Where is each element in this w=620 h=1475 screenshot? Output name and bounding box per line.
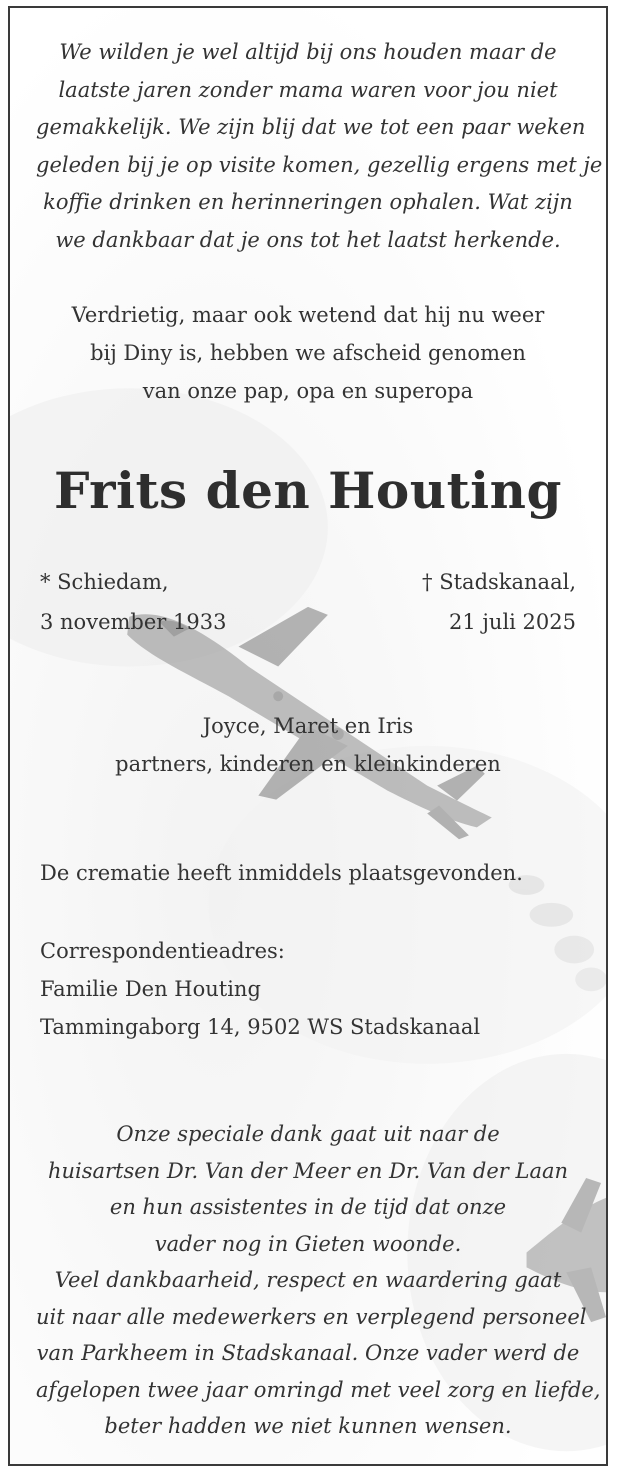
poem-line: gemakkelijk. We zijn blij dat we tot een paar weken (36, 115, 586, 139)
poem-line: We wilden je wel altijd bij ons houden maar de (59, 40, 557, 64)
poem-line: we dankbaar dat je ons tot het laatst herkende. (55, 227, 561, 252)
cremation-text: De crematie heeft inmiddels plaatsgevonden. (40, 861, 523, 885)
thanks-line: huisartsen Dr. Van der Meer en Dr. Van der Laan (47, 1158, 569, 1183)
family-names: Joyce, Maret en Iris (202, 714, 414, 738)
intro-line: bij Diny is, hebben we afscheid genomen (90, 341, 526, 365)
poem-line: geleden bij je op visite komen, gezellig ergens met je (36, 152, 603, 177)
thanks-line: vader nog in Gieten woonde. (154, 1231, 462, 1256)
thanks-line: en hun assistentes in de tijd dat onze (109, 1195, 507, 1219)
deceased-name: Frits den Houting (54, 461, 562, 520)
poem-block (36, 34, 603, 259)
thanks-line: van Parkheem in Stadskanaal. Onze vader werd de (36, 1341, 580, 1365)
intro-line: van onze pap, opa en superopa (142, 379, 474, 403)
death-date: 21 juli 2025 (449, 610, 576, 634)
death-info (422, 562, 576, 642)
birth-info (40, 562, 226, 642)
family-block (36, 707, 580, 783)
obituary-card (8, 6, 608, 1466)
address-name: Familie Den Houting (40, 977, 261, 1001)
obituary-content (10, 8, 606, 1464)
address-block (40, 932, 580, 1046)
intro-line: Verdrietig, maar ook wetend dat hij nu weer (71, 303, 545, 327)
thanks-line: afgelopen twee jaar omringd met veel zorg en liefde, (36, 1377, 601, 1402)
poem-line: koffie drinken en herinneringen ophalen. Wat zijn (43, 190, 573, 214)
thanks-line: beter hadden we niet kunnen wensen. (104, 1414, 512, 1438)
address-street: Tammingaborg 14, 9502 WS Stadskanaal (40, 1015, 481, 1039)
thanks-line: uit naar alle medewerkers en verplegend personeel (36, 1304, 587, 1329)
birth-date: 3 november 1933 (40, 610, 227, 634)
birth-place: * Schiedam, (40, 570, 169, 594)
thanks-line: Veel dankbaarheid, respect en waardering gaat (54, 1268, 562, 1292)
thanks-block (36, 1116, 601, 1445)
cremation-notice (40, 854, 580, 892)
poem-line: laatste jaren zonder mama waren voor jou niet (58, 77, 558, 102)
family-relation: partners, kinderen en kleinkinderen (115, 752, 501, 776)
thanks-line: Onze speciale dank gaat uit naar de (116, 1122, 500, 1146)
intro-block (36, 296, 580, 410)
death-place: † Stadskanaal, (422, 570, 576, 594)
address-label: Correspondentieadres: (40, 939, 285, 963)
